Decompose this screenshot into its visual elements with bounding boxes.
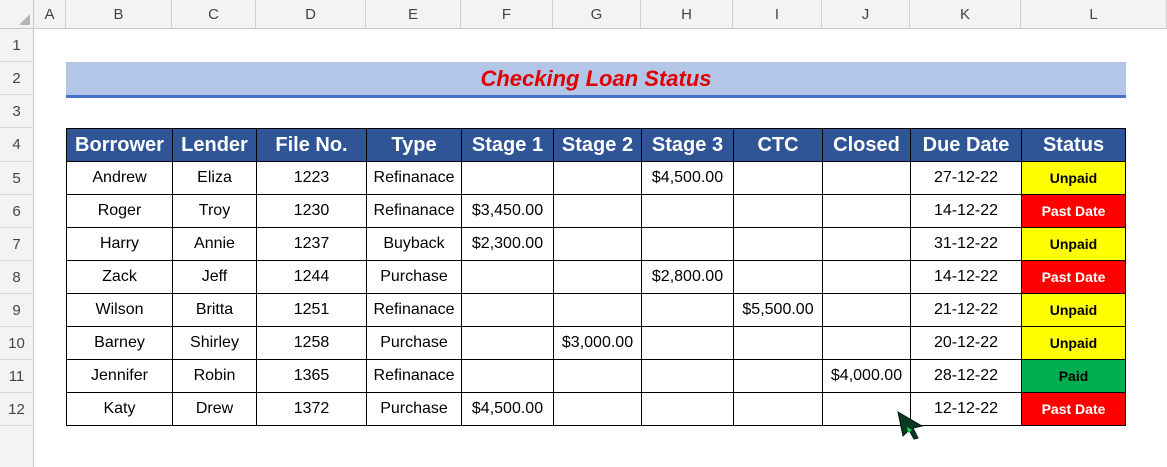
table-cell[interactable]: $4,500.00 <box>462 393 554 426</box>
table-cell[interactable]: 31-12-22 <box>911 228 1022 261</box>
row-header-2[interactable]: 2 <box>0 62 34 95</box>
header-ctc[interactable]: CTC <box>734 129 823 162</box>
table-cell[interactable]: Purchase <box>367 393 462 426</box>
table-cell[interactable]: Katy <box>67 393 173 426</box>
table-cell[interactable]: 12-12-22 <box>911 393 1022 426</box>
header-stage-2[interactable]: Stage 2 <box>554 129 642 162</box>
mouse-pointer-icon <box>895 409 925 441</box>
table-cell[interactable]: Purchase <box>367 327 462 360</box>
column-header-k[interactable]: K <box>910 0 1021 29</box>
table-row <box>67 195 1126 228</box>
table-cell[interactable]: Refinanace <box>367 162 462 195</box>
table-cell[interactable]: Jennifer <box>67 360 173 393</box>
row-header-7[interactable]: 7 <box>0 228 34 261</box>
status-badge[interactable]: Past Date <box>1022 261 1126 294</box>
table-cell[interactable]: $3,000.00 <box>554 327 642 360</box>
column-header-i[interactable]: I <box>733 0 822 29</box>
table-cell[interactable] <box>642 360 734 393</box>
header-status[interactable]: Status <box>1022 129 1126 162</box>
table-cell[interactable]: 1258 <box>257 327 367 360</box>
row-header-11[interactable]: 11 <box>0 360 34 393</box>
header-type[interactable]: Type <box>367 129 462 162</box>
table-cell[interactable]: Britta <box>173 294 257 327</box>
column-header-c[interactable]: C <box>172 0 256 29</box>
status-badge[interactable]: Unpaid <box>1022 228 1126 261</box>
loan-status-table <box>66 128 1126 426</box>
select-all-icon <box>19 14 30 25</box>
table-cell[interactable]: Robin <box>173 360 257 393</box>
table-cell[interactable] <box>554 294 642 327</box>
column-header-g[interactable]: G <box>553 0 641 29</box>
header-closed[interactable]: Closed <box>823 129 911 162</box>
header-lender[interactable]: Lender <box>173 129 257 162</box>
table-row <box>67 162 1126 195</box>
row-header-5[interactable]: 5 <box>0 162 34 195</box>
table-cell[interactable] <box>823 261 911 294</box>
table-cell[interactable]: Eliza <box>173 162 257 195</box>
table-cell[interactable]: 20-12-22 <box>911 327 1022 360</box>
table-cell[interactable]: Purchase <box>367 261 462 294</box>
header-stage-1[interactable]: Stage 1 <box>462 129 554 162</box>
table-cell[interactable]: Refinanace <box>367 360 462 393</box>
table-cell[interactable]: Andrew <box>67 162 173 195</box>
table-cell[interactable]: $4,500.00 <box>642 162 734 195</box>
table-cell[interactable]: 1230 <box>257 195 367 228</box>
row-header-8[interactable]: 8 <box>0 261 34 294</box>
table-row <box>67 261 1126 294</box>
table-cell[interactable] <box>734 195 823 228</box>
row-header-10[interactable]: 10 <box>0 327 34 360</box>
table-cell[interactable]: 1223 <box>257 162 367 195</box>
table-cell[interactable]: Harry <box>67 228 173 261</box>
status-badge[interactable]: Paid <box>1022 360 1126 393</box>
table-cell[interactable] <box>734 327 823 360</box>
table-cell[interactable]: 1237 <box>257 228 367 261</box>
table-cell[interactable] <box>734 228 823 261</box>
sheet-title[interactable]: Checking Loan Status <box>66 62 1126 98</box>
table-cell[interactable]: Refinanace <box>367 195 462 228</box>
table-cell[interactable] <box>554 162 642 195</box>
column-header-j[interactable]: J <box>822 0 910 29</box>
table-cell[interactable]: $3,450.00 <box>462 195 554 228</box>
table-cell[interactable]: 1365 <box>257 360 367 393</box>
row-header-1[interactable]: 1 <box>0 29 34 62</box>
table-cell[interactable]: Wilson <box>67 294 173 327</box>
table-cell[interactable]: Refinanace <box>367 294 462 327</box>
table-cell[interactable]: 14-12-22 <box>911 261 1022 294</box>
table-cell[interactable] <box>462 360 554 393</box>
column-header-e[interactable]: E <box>366 0 461 29</box>
select-all-corner[interactable] <box>0 0 34 29</box>
table-cell[interactable] <box>642 195 734 228</box>
column-header-b[interactable]: B <box>66 0 172 29</box>
status-badge[interactable]: Unpaid <box>1022 294 1126 327</box>
table-cell[interactable]: Roger <box>67 195 173 228</box>
table-cell[interactable] <box>554 393 642 426</box>
table-cell[interactable]: 14-12-22 <box>911 195 1022 228</box>
row-header-4[interactable]: 4 <box>0 128 34 162</box>
table-cell[interactable]: $4,000.00 <box>823 360 911 393</box>
table-cell[interactable] <box>642 228 734 261</box>
table-cell[interactable] <box>554 261 642 294</box>
table-cell[interactable]: Shirley <box>173 327 257 360</box>
table-cell[interactable] <box>823 294 911 327</box>
column-header-f[interactable]: F <box>461 0 553 29</box>
row-header-3[interactable]: 3 <box>0 95 34 128</box>
table-cell[interactable] <box>642 393 734 426</box>
table-cell[interactable] <box>462 327 554 360</box>
table-cell[interactable] <box>823 195 911 228</box>
table-cell[interactable]: Annie <box>173 228 257 261</box>
column-header-h[interactable]: H <box>641 0 733 29</box>
table-cell[interactable] <box>462 162 554 195</box>
table-row <box>67 294 1126 327</box>
table-cell[interactable]: $5,500.00 <box>734 294 823 327</box>
table-cell[interactable]: Barney <box>67 327 173 360</box>
table-row <box>67 327 1126 360</box>
table-cell[interactable] <box>642 294 734 327</box>
row-header-6[interactable]: 6 <box>0 195 34 228</box>
header-borrower[interactable]: Borrower <box>67 129 173 162</box>
table-cell[interactable]: 1372 <box>257 393 367 426</box>
table-cell[interactable]: 28-12-22 <box>911 360 1022 393</box>
header-due-date[interactable]: Due Date <box>911 129 1022 162</box>
table-row <box>67 228 1126 261</box>
table-cell[interactable]: Troy <box>173 195 257 228</box>
table-cell[interactable]: Drew <box>173 393 257 426</box>
row-header-12[interactable]: 12 <box>0 393 34 426</box>
column-header-a[interactable]: A <box>34 0 66 29</box>
table-cell[interactable] <box>823 327 911 360</box>
table-row <box>67 393 1126 426</box>
table-row <box>67 360 1126 393</box>
row-header-9[interactable]: 9 <box>0 294 34 327</box>
table-header-row <box>67 129 1126 162</box>
table-cell[interactable] <box>554 360 642 393</box>
table-cell[interactable] <box>462 261 554 294</box>
status-badge[interactable]: Unpaid <box>1022 327 1126 360</box>
table-cell[interactable]: Jeff <box>173 261 257 294</box>
table-cell[interactable]: $2,800.00 <box>642 261 734 294</box>
table-cell[interactable]: 1244 <box>257 261 367 294</box>
table-cell[interactable]: $2,300.00 <box>462 228 554 261</box>
status-badge[interactable]: Past Date <box>1022 393 1126 426</box>
table-cell[interactable] <box>734 360 823 393</box>
table-cell[interactable]: 1251 <box>257 294 367 327</box>
table-cell[interactable] <box>642 327 734 360</box>
table-cell[interactable] <box>734 393 823 426</box>
table-cell[interactable] <box>554 195 642 228</box>
status-badge[interactable]: Unpaid <box>1022 162 1126 195</box>
table-cell[interactable]: Buyback <box>367 228 462 261</box>
table-cell[interactable] <box>462 294 554 327</box>
column-header-l[interactable]: L <box>1021 0 1167 29</box>
table-cell[interactable] <box>734 261 823 294</box>
table-cell[interactable] <box>554 228 642 261</box>
status-badge[interactable]: Past Date <box>1022 195 1126 228</box>
table-cell[interactable]: 21-12-22 <box>911 294 1022 327</box>
table-cell[interactable] <box>823 228 911 261</box>
table-cell[interactable] <box>823 162 911 195</box>
header-file-no[interactable]: File No. <box>257 129 367 162</box>
table-cell[interactable]: 27-12-22 <box>911 162 1022 195</box>
row-header-filler <box>0 426 34 467</box>
column-header-d[interactable]: D <box>256 0 366 29</box>
table-cell[interactable]: Zack <box>67 261 173 294</box>
table-cell[interactable] <box>734 162 823 195</box>
header-stage-3[interactable]: Stage 3 <box>642 129 734 162</box>
